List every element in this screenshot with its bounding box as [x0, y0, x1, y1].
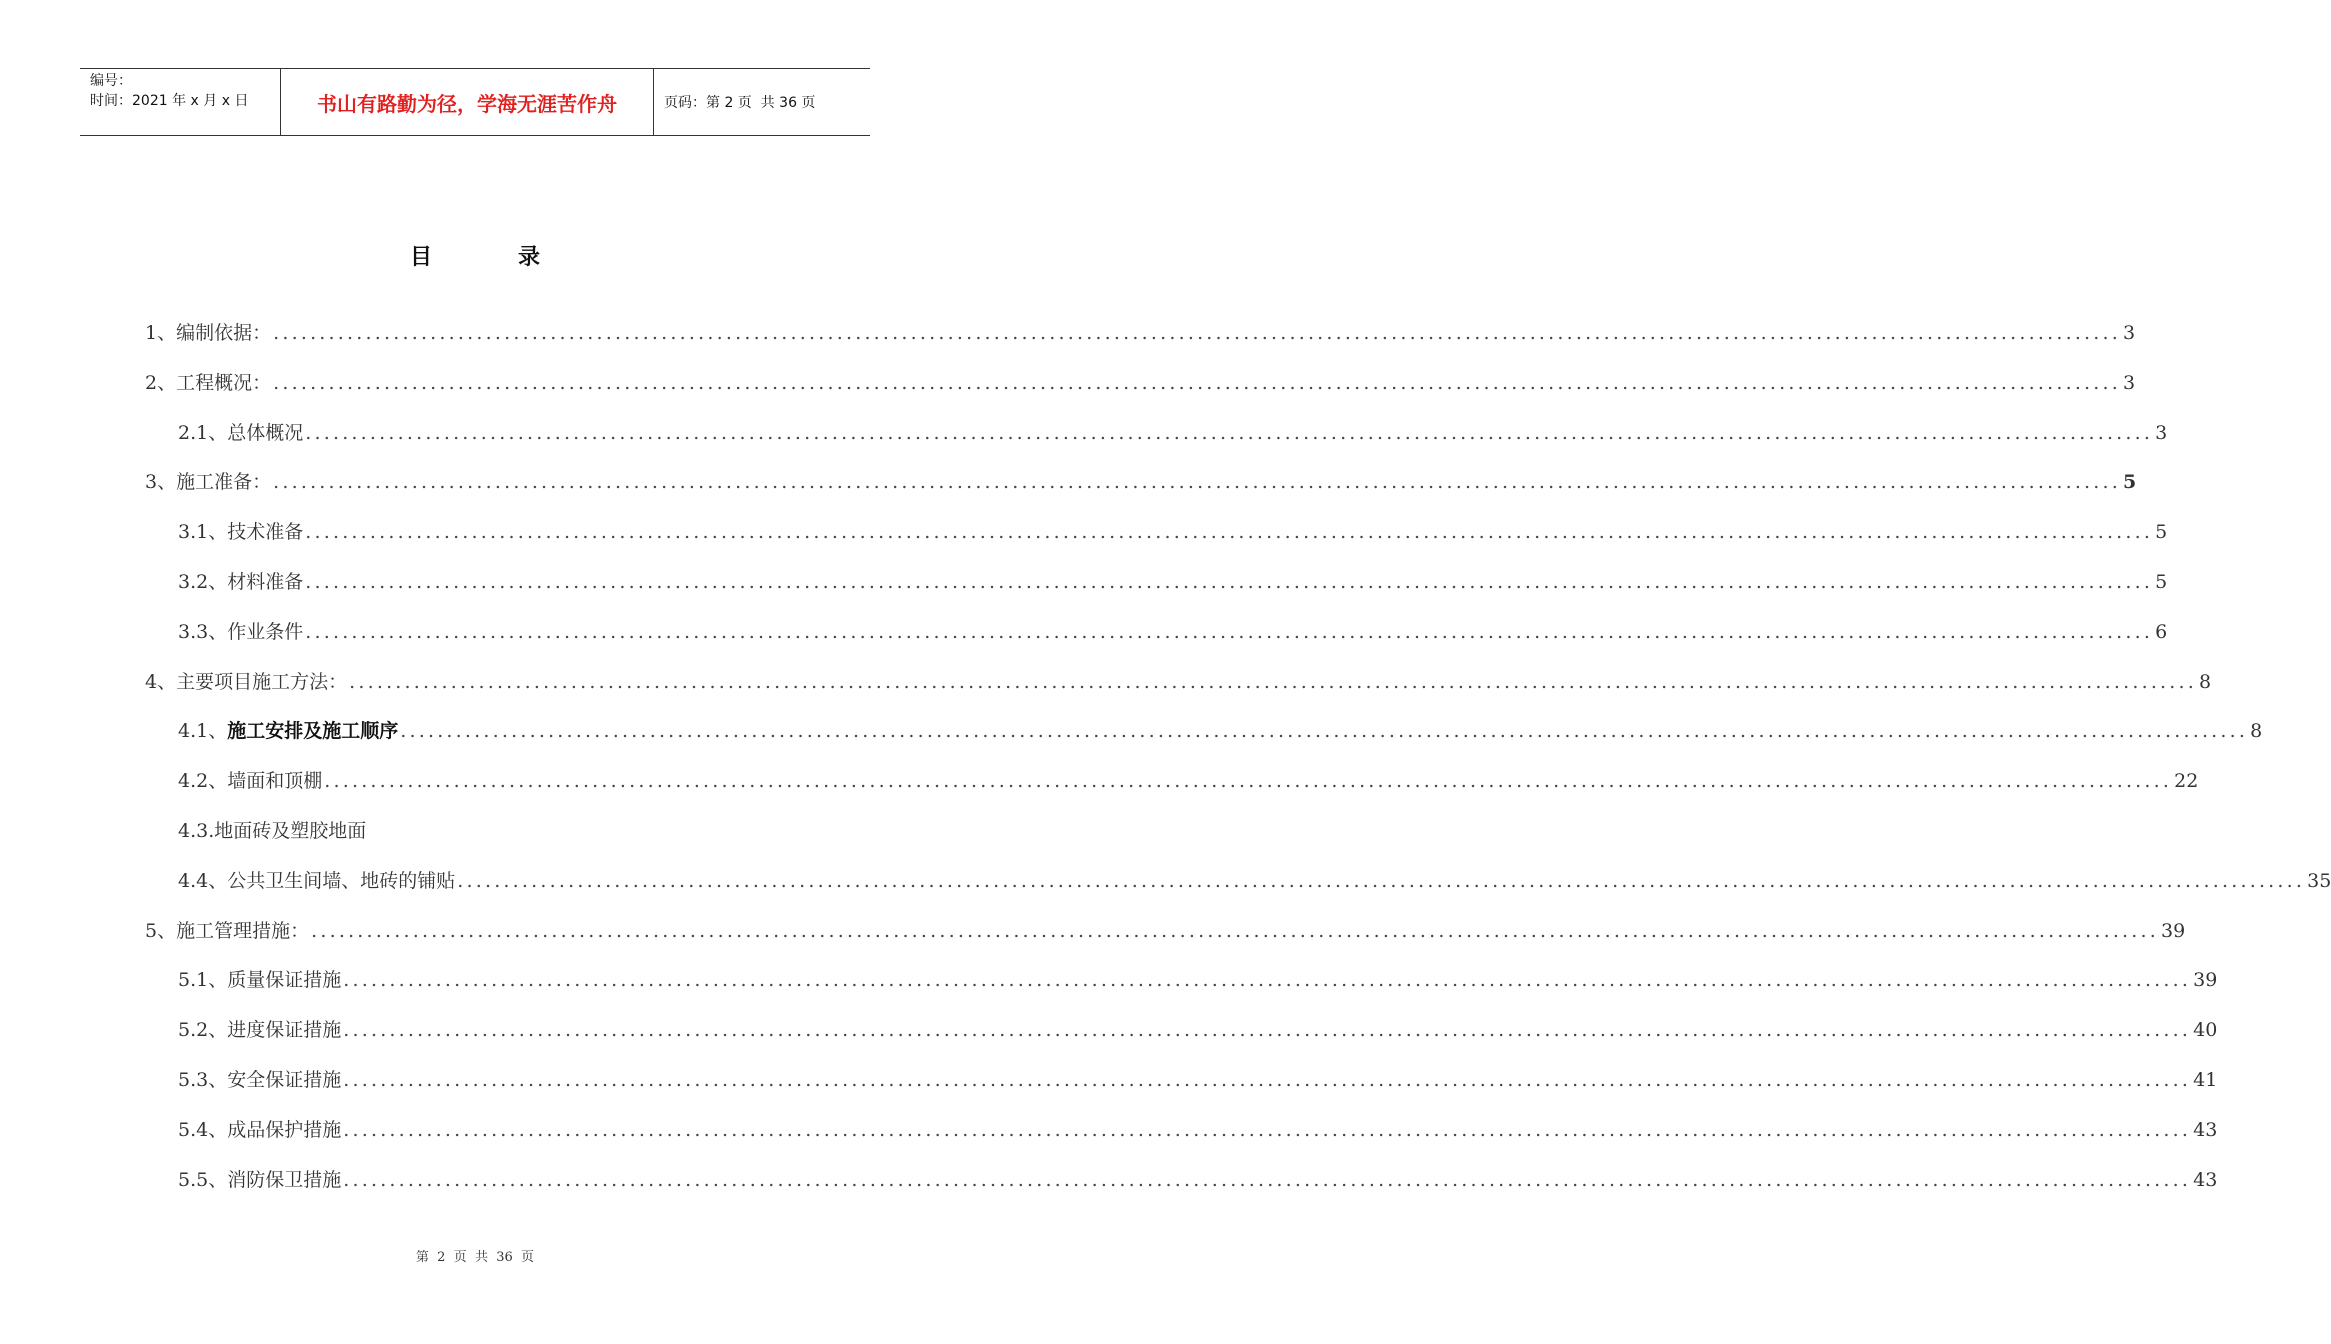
toc-entry-label: 施工安排及施工顺序 [227, 720, 399, 743]
toc-entry-page: 41 [2193, 1069, 2218, 1091]
toc-entry-number: 4、 [145, 670, 177, 693]
toc-entry-page: 22 [2174, 770, 2199, 793]
toc-dot-leader: ........................................................................................................................................................................................................ [343, 1019, 2192, 1042]
toc-entry-page: 39 [2161, 919, 2186, 942]
toc-entry-number: 5.2、 [178, 1019, 228, 1042]
toc-entry-label: 公共卫生间墙、地砖的铺贴 [227, 869, 456, 892]
toc-dot-leader: ........................................................................................................................................................................................................ [305, 421, 2154, 444]
toc-entry-number: 5.3、 [178, 1069, 228, 1091]
toc-entry[interactable] [145, 368, 2136, 398]
toc-dot-leader: ........................................................................................................................................................................................................ [343, 969, 2192, 992]
toc-entry[interactable] [178, 617, 2168, 647]
toc-entry-number: 3.3、 [178, 620, 228, 643]
toc-entry-label: 质量保证措施 [227, 969, 342, 992]
toc-entry-page: 8 [2199, 670, 2212, 693]
toc-entry-page: 3 [2123, 371, 2136, 394]
toc-entry-label: 进度保证措施 [227, 1019, 342, 1042]
toc-entry-label: 材料准备 [227, 571, 304, 593]
toc-dot-leader: ........................................................................................................................................................................................................ [343, 1118, 2192, 1141]
toc-entry[interactable] [145, 318, 2136, 348]
header-meta [80, 69, 281, 135]
toc-entry-number: 3、 [145, 471, 177, 494]
toc-entry[interactable] [178, 1015, 2218, 1045]
toc-entry[interactable] [178, 866, 2331, 896]
toc-entry-page: 5 [2155, 571, 2168, 593]
toc-entry[interactable] [178, 1165, 2218, 1195]
toc-entry-page: 35 [2307, 869, 2331, 892]
toc-entry-page: 39 [2193, 969, 2218, 992]
toc-entry-label: 墙面和顶棚 [227, 770, 323, 793]
page-title [0, 240, 950, 271]
toc-entry[interactable] [178, 766, 2199, 796]
toc-dot-leader: ........................................................................................................................................................................................................ [349, 670, 2198, 693]
toc-dot-leader: ........................................................................................................................................................................................................ [311, 919, 2160, 942]
toc-entry-label: 主要项目施工方法： [176, 670, 348, 693]
toc-entry[interactable] [178, 1115, 2218, 1145]
toc-entry-number: 2、 [145, 371, 177, 394]
toc-entry-page: 3 [2155, 421, 2168, 444]
toc-dot-leader: ........................................................................................................................................................................................................ [305, 620, 2154, 643]
toc-dot-leader: ........................................................................................................................................................................................................ [305, 571, 2154, 593]
toc-entry-page: 6 [2155, 620, 2168, 643]
toc-entry-label: 成品保护措施 [227, 1118, 342, 1141]
toc-entry-number: 4.1、 [178, 720, 228, 743]
time-label: 时间：2021 年 x 月 x 日 [90, 93, 249, 109]
toc-entry-number: 2.1、 [178, 421, 228, 444]
toc-dot-leader: ........................................................................................................................................................................................................ [273, 471, 2122, 494]
toc-dot-leader: ........................................................................................................................................................................................................ [400, 720, 2249, 743]
toc-entry[interactable] [178, 1065, 2218, 1095]
toc-entry-number: 1、 [145, 322, 177, 344]
toc-entry-number: 3.1、 [178, 521, 228, 544]
toc-entry-label: 消防保卫措施 [227, 1168, 342, 1191]
title-char-2: 录 [518, 245, 541, 270]
toc-dot-leader: ........................................................................................................................................................................................................ [305, 521, 2154, 544]
toc-entry-label: 作业条件 [227, 620, 304, 643]
toc-entry-label: 编制依据： [176, 322, 272, 344]
toc-entry-label: 施工准备： [176, 471, 272, 494]
toc-entry[interactable] [178, 965, 2218, 995]
toc-dot-leader: ........................................................................................................................................................................................................ [273, 322, 2122, 344]
page-footer: 第 2 页 共 36 页 [415, 1250, 535, 1265]
toc-entry-page: 43 [2193, 1168, 2218, 1191]
toc-entry-number: 5、 [145, 919, 177, 942]
toc-entry[interactable] [178, 418, 2168, 448]
page-info-text: 页码：第 2 页 共 36 页 [664, 95, 816, 111]
toc-entry-page: 43 [2193, 1118, 2218, 1141]
toc-entry-number: 5.1、 [178, 969, 228, 992]
toc-dot-leader: ........................................................................................................................................................................................................ [343, 1069, 2192, 1091]
toc-entry[interactable] [145, 667, 2212, 697]
header-motto: 书山有路勤为径，学海无涯苦作舟 [281, 69, 654, 135]
code-label: 编号： [90, 73, 132, 89]
toc-dot-leader: ........................................................................................................................................................................................................ [457, 869, 2306, 892]
toc-entry-label: 技术准备 [227, 521, 304, 544]
toc-entry-number: 3.2、 [178, 571, 228, 593]
toc-entry-page: 5 [2155, 521, 2168, 544]
toc-entry-label: 安全保证措施 [227, 1069, 342, 1091]
toc-entry[interactable] [178, 517, 2168, 547]
toc-entry-label: 施工管理措施： [176, 919, 310, 942]
toc-entry-page: 5 [2123, 471, 2137, 494]
toc-entry-number: 4.2、 [178, 770, 228, 793]
toc-entry-page: 3 [2123, 322, 2136, 344]
toc-entry[interactable] [145, 916, 2186, 946]
toc-entry[interactable] [178, 716, 2263, 746]
toc-dot-leader: ........................................................................................................................................................................................................ [273, 371, 2122, 394]
toc-entry-page: 8 [2250, 720, 2263, 743]
toc-entry-number: 4.3. [178, 820, 215, 842]
toc-dot-leader: ........................................................................................................................................................................................................ [343, 1168, 2192, 1191]
toc-entry-number: 4.4、 [178, 869, 228, 892]
toc-entry-label: 工程概况： [176, 371, 272, 394]
toc-entry-label: 地面砖及塑胶地面 [214, 820, 367, 842]
toc-entry-number: 5.5、 [178, 1168, 228, 1191]
toc-entry[interactable] [178, 816, 806, 846]
toc-entry-number: 5.4、 [178, 1118, 228, 1141]
title-char-1: 目 [409, 245, 432, 270]
toc-entry[interactable] [145, 467, 2137, 497]
toc-entry-label: 总体概况 [227, 421, 304, 444]
toc-entry[interactable] [178, 567, 2168, 597]
toc-entry-page: 40 [2193, 1019, 2218, 1042]
header-page-info [654, 69, 870, 135]
toc-dot-leader: ........................................................................................................................................................................................................ [324, 770, 2173, 793]
page-header [80, 68, 870, 136]
